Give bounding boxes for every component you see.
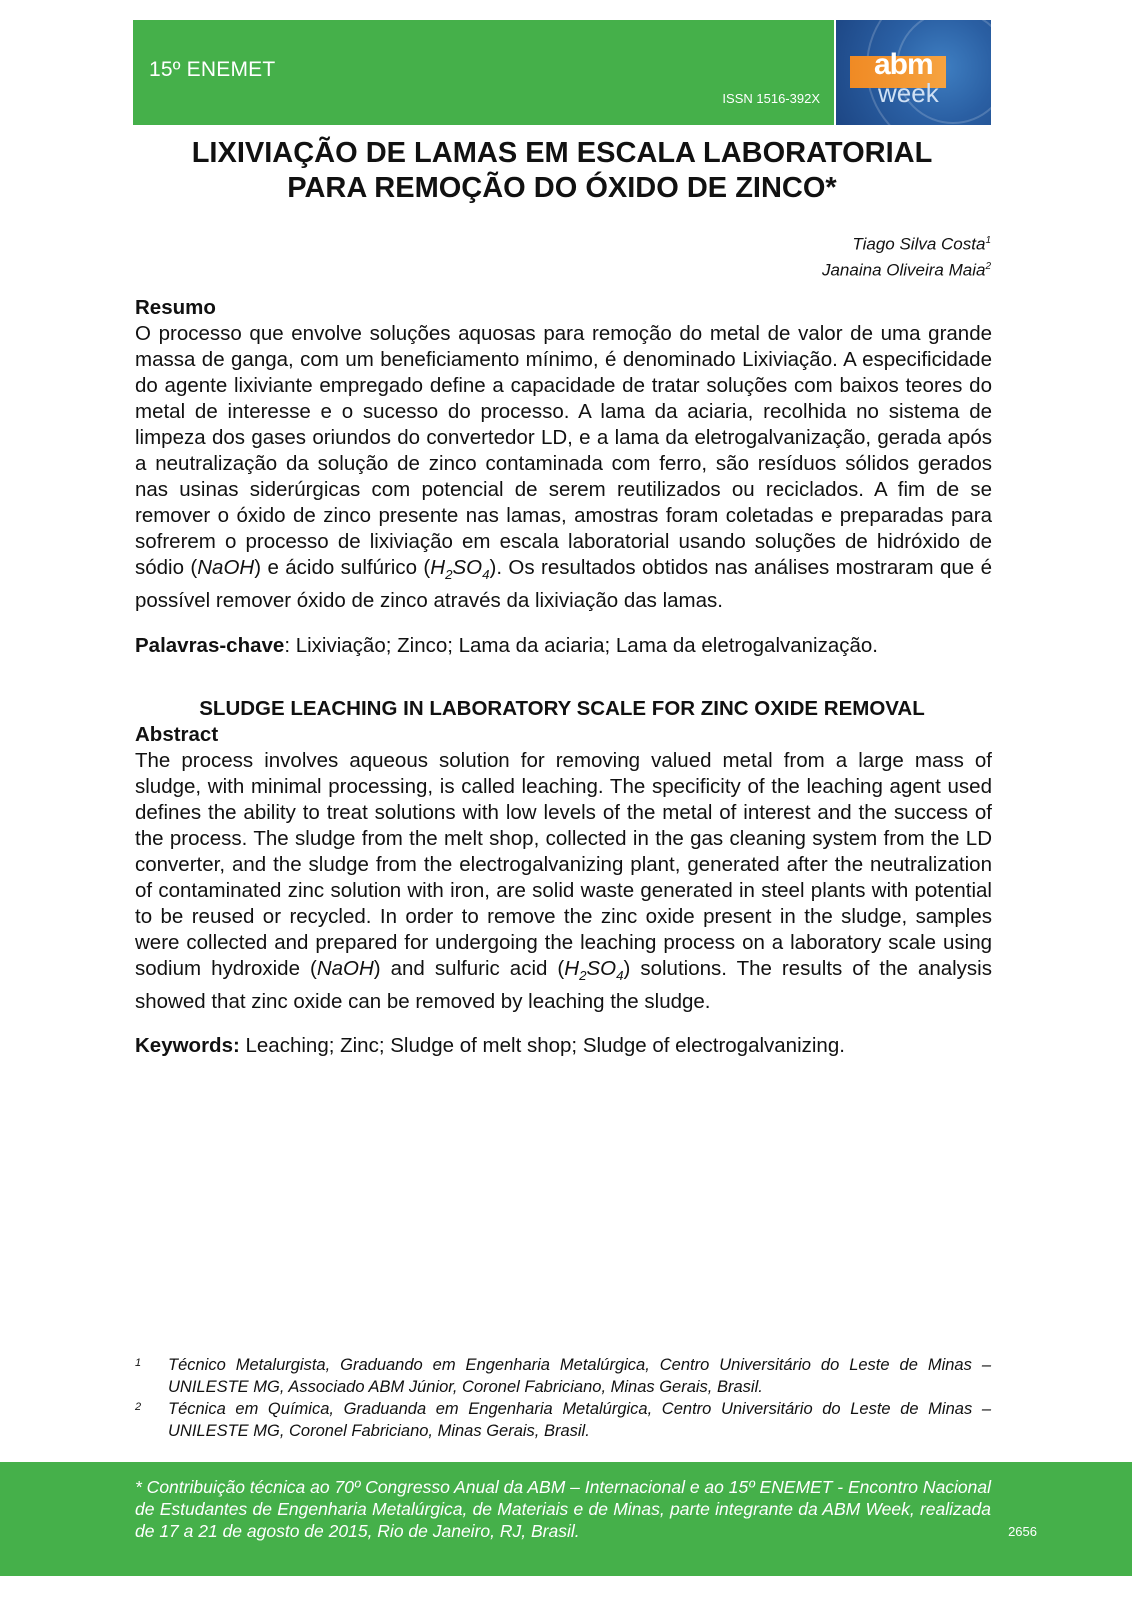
resumo-heading: Resumo bbox=[135, 296, 216, 319]
footnote-mark: 1 bbox=[135, 1357, 142, 1369]
author-1 bbox=[822, 230, 991, 256]
issn-label: ISSN 1516-392X bbox=[722, 91, 820, 106]
formula-subscript: 2 bbox=[445, 567, 453, 583]
abstract-text bbox=[135, 748, 992, 1015]
formula-part: SO bbox=[586, 957, 617, 980]
keywords-list: : Lixiviação; Zinco; Lama da aciaria; Lama da eletrogalvanização. bbox=[284, 634, 879, 657]
logo-week-text: week bbox=[878, 78, 939, 108]
keywords-label: Palavras-chave bbox=[135, 634, 285, 657]
author-mark: 2 bbox=[985, 260, 991, 272]
formula-subscript: 2 bbox=[579, 968, 587, 984]
conference-name: 15º ENEMET bbox=[149, 58, 276, 81]
author-mark: 1 bbox=[985, 235, 991, 246]
palavras-chave bbox=[135, 633, 992, 659]
keywords bbox=[135, 1033, 992, 1059]
footnote-text: Técnico Metalurgista, Graduando em Engenharia Metalúrgica, Centro Universitário do Leste de Minas – UNILESTE MG, Associado ABM Júnior, Coronel Fabriciano, Minas Gerais, Brasil. bbox=[168, 1356, 991, 1396]
formula-subscript: 4 bbox=[482, 567, 490, 583]
author-2 bbox=[822, 256, 991, 282]
header-banner bbox=[133, 20, 834, 125]
title-line-2: PARA REMOÇÃO DO ÓXIDO DE ZINCO* bbox=[287, 172, 837, 204]
resumo-text-b: ) e ácido sulfúrico ( bbox=[254, 556, 431, 579]
footnote-mark: 2 bbox=[135, 1401, 142, 1413]
keywords-label: Keywords: bbox=[135, 1034, 240, 1057]
resumo-text-a: O processo que envolve soluções aquosas para remoção do metal de valor de uma grande massa de ganga, com um beneficiamento mínimo, é denominado Lixiviação. A especificidade do agente lixiviante empregado define a capacidade de tratar soluções com baixos teores do metal de interesse e o sucesso do processo. A lama da aciaria, recolhida no sistema de limpeza dos gases oriundos do convertedor LD, e a lama da eletrogalvanização, gerada após a neutralização da solução de zinco contaminada com ferro, são resíduos sólidos gerados nas usinas siderúrgicas com potencial de serem reutilizados ou reciclados. A fim de se remover o óxido de zinco presente nas lamas, amostras foram coletadas e preparadas para sofrerem o processo de lixiviação em escala laboratorial usando soluções de hidróxido de sódio ( bbox=[135, 322, 992, 579]
page-number: 2656 bbox=[1008, 1524, 1037, 1539]
english-title: SLUDGE LEACHING IN LABORATORY SCALE FOR ZINC OXIDE REMOVAL bbox=[199, 697, 925, 720]
footer-banner bbox=[0, 1462, 1132, 1576]
footer-note: * Contribuição técnica ao 70º Congresso Anual da ABM – Internacional e ao 15º ENEMET - Encontro Nacional de Estudantes de Engenharia Metalúrgica, de Materiais e de Minas, parte integrante da ABM Week, realizada de 17 a 21 de agosto de 2015, Rio de Janeiro, RJ, Brasil. bbox=[135, 1477, 991, 1541]
abstract-text-c: ) solutions. The results of the analysis showed that zinc oxide can be removed by leaching the sludge. bbox=[135, 957, 992, 1014]
author-name: Janaina Oliveira Maia bbox=[821, 260, 986, 280]
formula-subscript: 4 bbox=[616, 968, 624, 984]
author-name: Tiago Silva Costa bbox=[852, 234, 986, 254]
h2so4-formula bbox=[564, 957, 624, 984]
footnote-2 bbox=[135, 1398, 991, 1442]
h2so4-formula bbox=[430, 556, 490, 583]
naoh-formula: NaOH bbox=[197, 556, 255, 579]
formula-part: SO bbox=[452, 556, 483, 579]
logo-abm-text: abm bbox=[874, 48, 933, 81]
footnote-1 bbox=[135, 1354, 991, 1398]
authors bbox=[822, 230, 991, 281]
paper-title bbox=[133, 136, 991, 206]
keywords-list: Leaching; Zinc; Sludge of melt shop; Sludge of electrogalvanizing. bbox=[239, 1034, 845, 1057]
formula-part: H bbox=[564, 957, 580, 980]
formula-part: H bbox=[430, 556, 446, 579]
naoh-formula: NaOH bbox=[316, 957, 374, 980]
abstract-text-a: The process involves aqueous solution for removing valued metal from a large mass of sludge, with minimal processing, is called leaching. The specificity of the leaching agent used defines the ability to treat solutions with low levels of the metal of interest and the success of the process. The sludge from the melt shop, collected in the gas cleaning system from the LD converter, and the sludge from the electrogalvanizing plant, generated after the neutralization of contaminated zinc solution with iron, are solid waste generated in steel plants with potential to be reused or recycled. In order to remove the zinc oxide present in the sludge, samples were collected and prepared for undergoing the leaching process on a laboratory scale using sodium hydroxide ( bbox=[135, 749, 992, 980]
footnote-text: Técnica em Química, Graduanda em Engenharia Metalúrgica, Centro Universitário do Leste de Minas – UNILESTE MG, Coronel Fabriciano, Minas Gerais, Brasil. bbox=[168, 1400, 991, 1440]
resumo-text-c: ). Os resultados obtidos nas análises mostraram que é possível remover óxido de zinco através da lixiviação das lamas. bbox=[135, 556, 992, 613]
title-line-1: LIXIVIAÇÃO DE LAMAS EM ESCALA LABORATORIAL bbox=[191, 137, 933, 169]
abstract-text-b: ) and sulfuric acid ( bbox=[373, 957, 565, 980]
resumo-text bbox=[135, 321, 992, 614]
abm-week-logo bbox=[836, 20, 991, 125]
abstract-heading: Abstract bbox=[135, 723, 219, 746]
